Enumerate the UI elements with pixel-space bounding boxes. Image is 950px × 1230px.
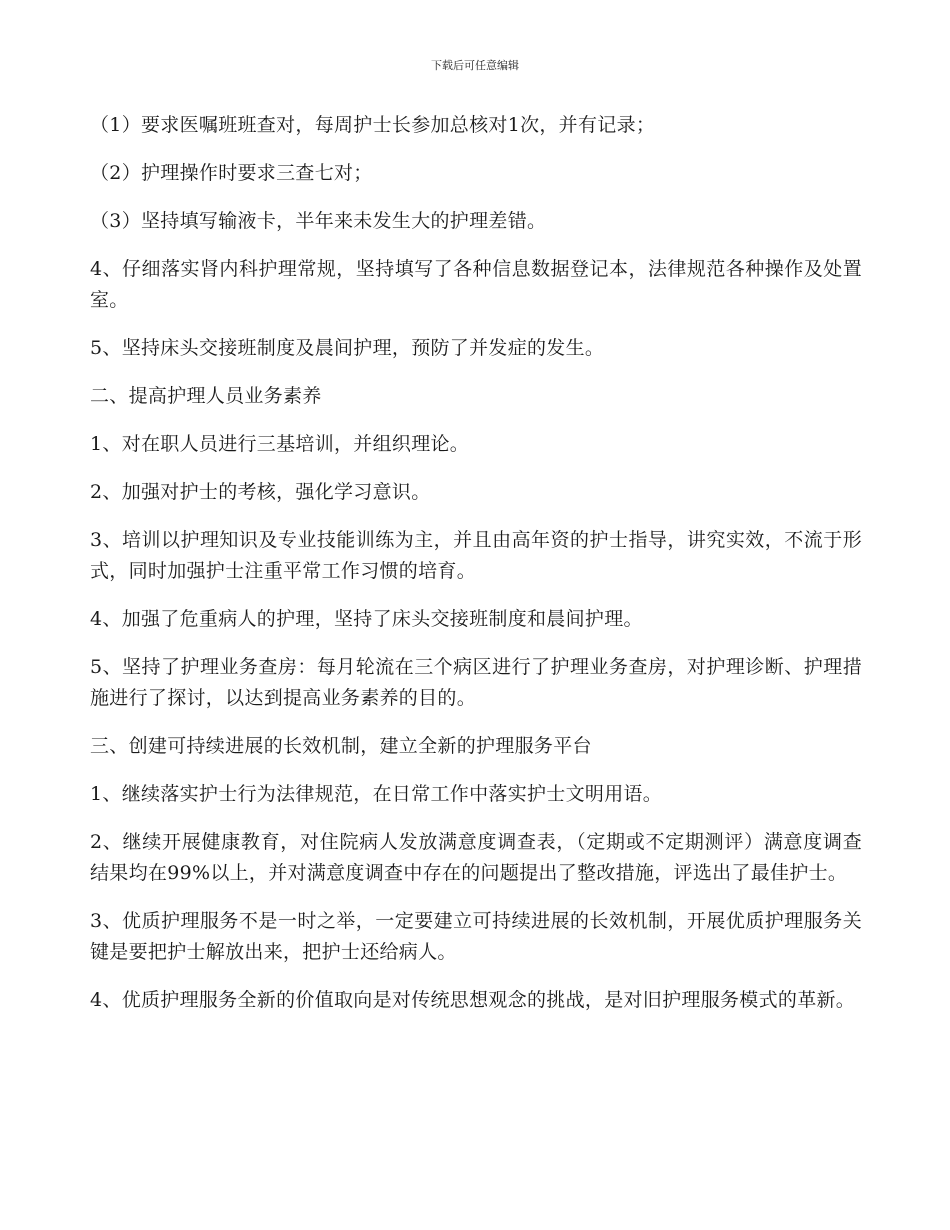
paragraph-14: 2、继续开展健康教育，对住院病人发放满意度调查表，（定期或不定期测评）满意度调查结果均在99%以上，并对满意度调查中存在的问题提出了整改措施，评选出了最佳护士。 [90,831,862,884]
paragraph-3: （3）坚持填写输液卡，半年来未发生大的护理差错。 [90,210,547,232]
paragraph-8: 2、加强对护士的考核，强化学习意识。 [90,481,431,503]
paragraph-7: 1、对在职人员进行三基培训，并组织理论。 [90,433,470,455]
section-heading-2: 二、提高护理人员业务素养 [90,385,322,407]
paragraph-2: （2）护理操作时要求三查七对； [90,162,373,184]
paragraph-13: 1、继续落实护士行为法律规范，在日常工作中落实护士文明用语。 [90,783,663,805]
paragraph-1: （1）要求医嘱班班查对，每周护士长参加总核对1次，并有记录； [90,114,656,136]
document-body [90,110,862,1033]
section-heading-3: 三、创建可持续进展的长效机制，建立全新的护理服务平台 [90,735,592,757]
paragraph-16: 4、优质护理服务全新的价值取向是对传统思想观念的挑战，是对旧护理服务模式的革新。 [90,989,856,1011]
page-header: 下载后可任意编辑 [431,59,519,72]
paragraph-9: 3、培训以护理知识及专业技能训练为主，并且由高年资的护士指导，讲究实效，不流于形式，同时加强护士注重平常工作习惯的培育。 [90,529,862,582]
paragraph-4: 4、仔细落实肾内科护理常规，坚持填写了各种信息数据登记本，法律规范各种操作及处置室。 [90,258,862,311]
paragraph-5: 5、坚持床头交接班制度及晨间护理，预防了并发症的发生。 [90,337,605,359]
paragraph-15: 3、优质护理服务不是一时之举，一定要建立可持续进展的长效机制，开展优质护理服务关键是要把护士解放出来，把护士还给病人。 [90,910,862,963]
paragraph-11: 5、坚持了护理业务查房：每月轮流在三个病区进行了护理业务查房，对护理诊断、护理措施进行了探讨，以达到提高业务素养的目的。 [90,656,862,709]
paragraph-10: 4、加强了危重病人的护理，坚持了床头交接班制度和晨间护理。 [90,608,643,630]
